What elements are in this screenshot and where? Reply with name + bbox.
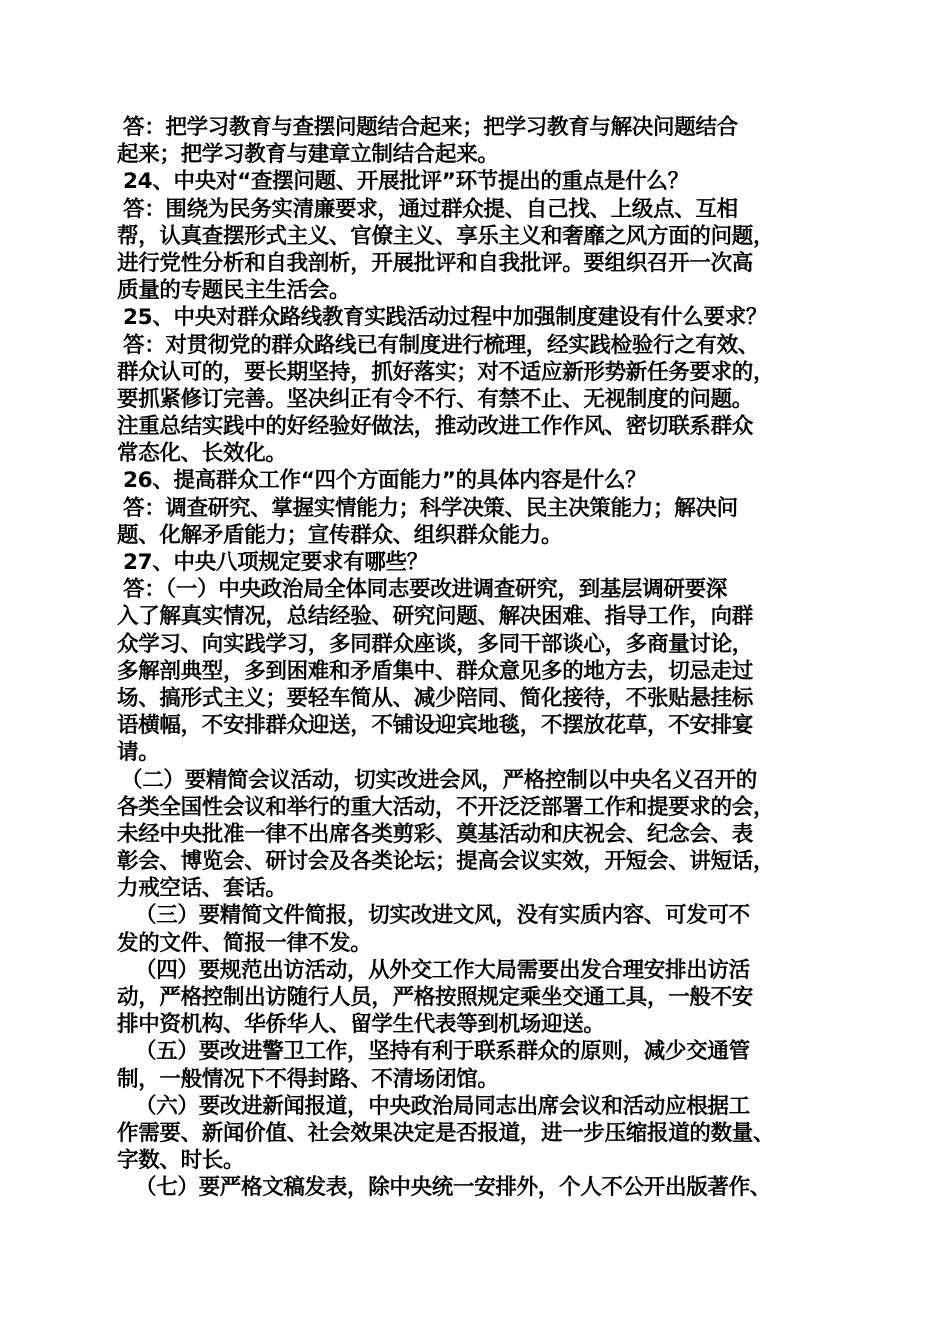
answer-27-line-6: 语横幅，不安排群众迎送，不铺设迎宾地毯，不摆放花草，不安排宴: [117, 713, 754, 739]
item-6-line-1: （六）要改进新闻报道，中央政治局同志出席会议和活动应根据工: [135, 1093, 750, 1119]
answer-25-line-1: 答：对贯彻党的群众路线已有制度进行梳理，经实践检验行之有效、: [123, 332, 760, 358]
answer-27-line-7: 请。: [117, 740, 160, 766]
item-3-line-2: 发的文件、简报一律不发。: [117, 930, 372, 956]
item-2-line-1: （二）要精简会议活动，切实改进会风，严格控制以中央名义召开的: [121, 767, 758, 793]
item-6-line-3: 字数、时长。: [117, 1148, 245, 1174]
answer-27-line-5: 场、搞形式主义；要轻车简从、减少陪同、简化接待，不张贴悬挂标: [117, 685, 754, 711]
answer-24-line-4: 质量的专题民主生活会。: [117, 278, 351, 304]
question-25: 25、中央对群众路线教育实践活动过程中加强制度建设有什么要求？: [123, 305, 768, 331]
item-2-line-5: 力戒空话、套话。: [117, 876, 287, 902]
document-body: [117, 114, 857, 1202]
item-2-line-3: 未经中央批准一律不出席各类剪彩、奠基活动和庆祝会、纪念会、表: [117, 821, 754, 847]
answer-24-line-3: 进行党性分析和自我剖析，开展批评和自我批评。要组织召开一次高: [117, 250, 754, 276]
answer-25-line-2: 群众认可的，要长期坚持，抓好落实；对不适应新形势新任务要求的，: [117, 359, 775, 385]
answer-27-line-3: 众学习、向实践学习，多同群众座谈，多同干部谈心，多商量讨论，: [117, 631, 754, 657]
item-2-line-2: 各类全国性会议和举行的重大活动，不开泛泛部署工作和提要求的会，: [117, 794, 775, 820]
item-2-line-4: 彰会、博览会、研讨会及各类论坛；提高会议实效，开短会、讲短话，: [117, 849, 775, 875]
answer-23-line-1: 答：把学习教育与查摆问题结合起来；把学习教育与解决问题结合: [123, 115, 738, 140]
question-27: 27、中央八项规定要求有哪些？: [123, 550, 428, 575]
item-6-line-2: 作需要、新闻价值、社会效果决定是否报道，进一步压缩报道的数量、: [117, 1120, 775, 1146]
answer-23-line-2: 起来；把学习教育与建章立制结合起来。: [117, 142, 499, 168]
answer-25-line-4: 注重总结实践中的好经验好做法，推动改进工作作风、密切联系群众: [117, 414, 754, 440]
answer-25-line-3: 要抓紧修订完善。坚决纠正有令不行、有禁不止、无视制度的问题。: [117, 386, 754, 412]
answer-27-line-1: 答：（一）中央政治局全体同志要改进调查研究，到基层调研要深: [123, 577, 728, 603]
item-5-line-1: （五）要改进警卫工作，坚持有利于联系群众的原则，减少交通管: [135, 1039, 750, 1065]
item-4-line-2: 动，严格控制出访随行人员，严格按照规定乘坐交通工具，一般不安: [117, 985, 754, 1010]
item-4-line-3: 排中资机构、华侨华人、留学生代表等到机场迎送。: [117, 1012, 605, 1038]
answer-26-line-1: 答：调查研究、掌握实情能力；科学决策、民主决策能力；解决问: [123, 495, 738, 521]
item-7-line-1: （七）要严格文稿发表，除中央统一安排外，个人不公开出版著作、: [135, 1175, 772, 1201]
answer-27-line-2: 入了解真实情况，总结经验、研究问题、解决困难、指导工作，向群: [117, 604, 754, 630]
item-4-line-1: （四）要规范出访活动，从外交工作大局需要出发合理安排出访活: [135, 957, 750, 983]
answer-27-line-4: 多解剖典型，多到困难和矛盾集中、群众意见多的地方去，切忌走过: [117, 658, 754, 684]
item-3-line-1: （三）要精简文件简报，切实改进文风，没有实质内容、可发可不: [135, 903, 750, 929]
answer-24-line-2: 帮，认真查摆形式主义、官僚主义、享乐主义和奢靡之风方面的问题，: [117, 223, 775, 249]
answer-26-line-2: 题、化解矛盾能力；宣传群众、组织群众能力。: [117, 522, 563, 548]
question-26: 26、提高群众工作“四个方面能力”的具体内容是什么？: [123, 468, 647, 494]
item-5-line-2: 制，一般情况下不得封路、不清场闭馆。: [117, 1066, 499, 1092]
question-24: 24、中央对“查摆问题、开展批评”环节提出的重点是什么？: [123, 169, 689, 195]
answer-25-line-5: 常态化、长效化。: [117, 441, 287, 467]
answer-24-line-1: 答：围绕为民务实清廉要求，通过群众提、自己找、上级点、互相: [123, 196, 738, 222]
